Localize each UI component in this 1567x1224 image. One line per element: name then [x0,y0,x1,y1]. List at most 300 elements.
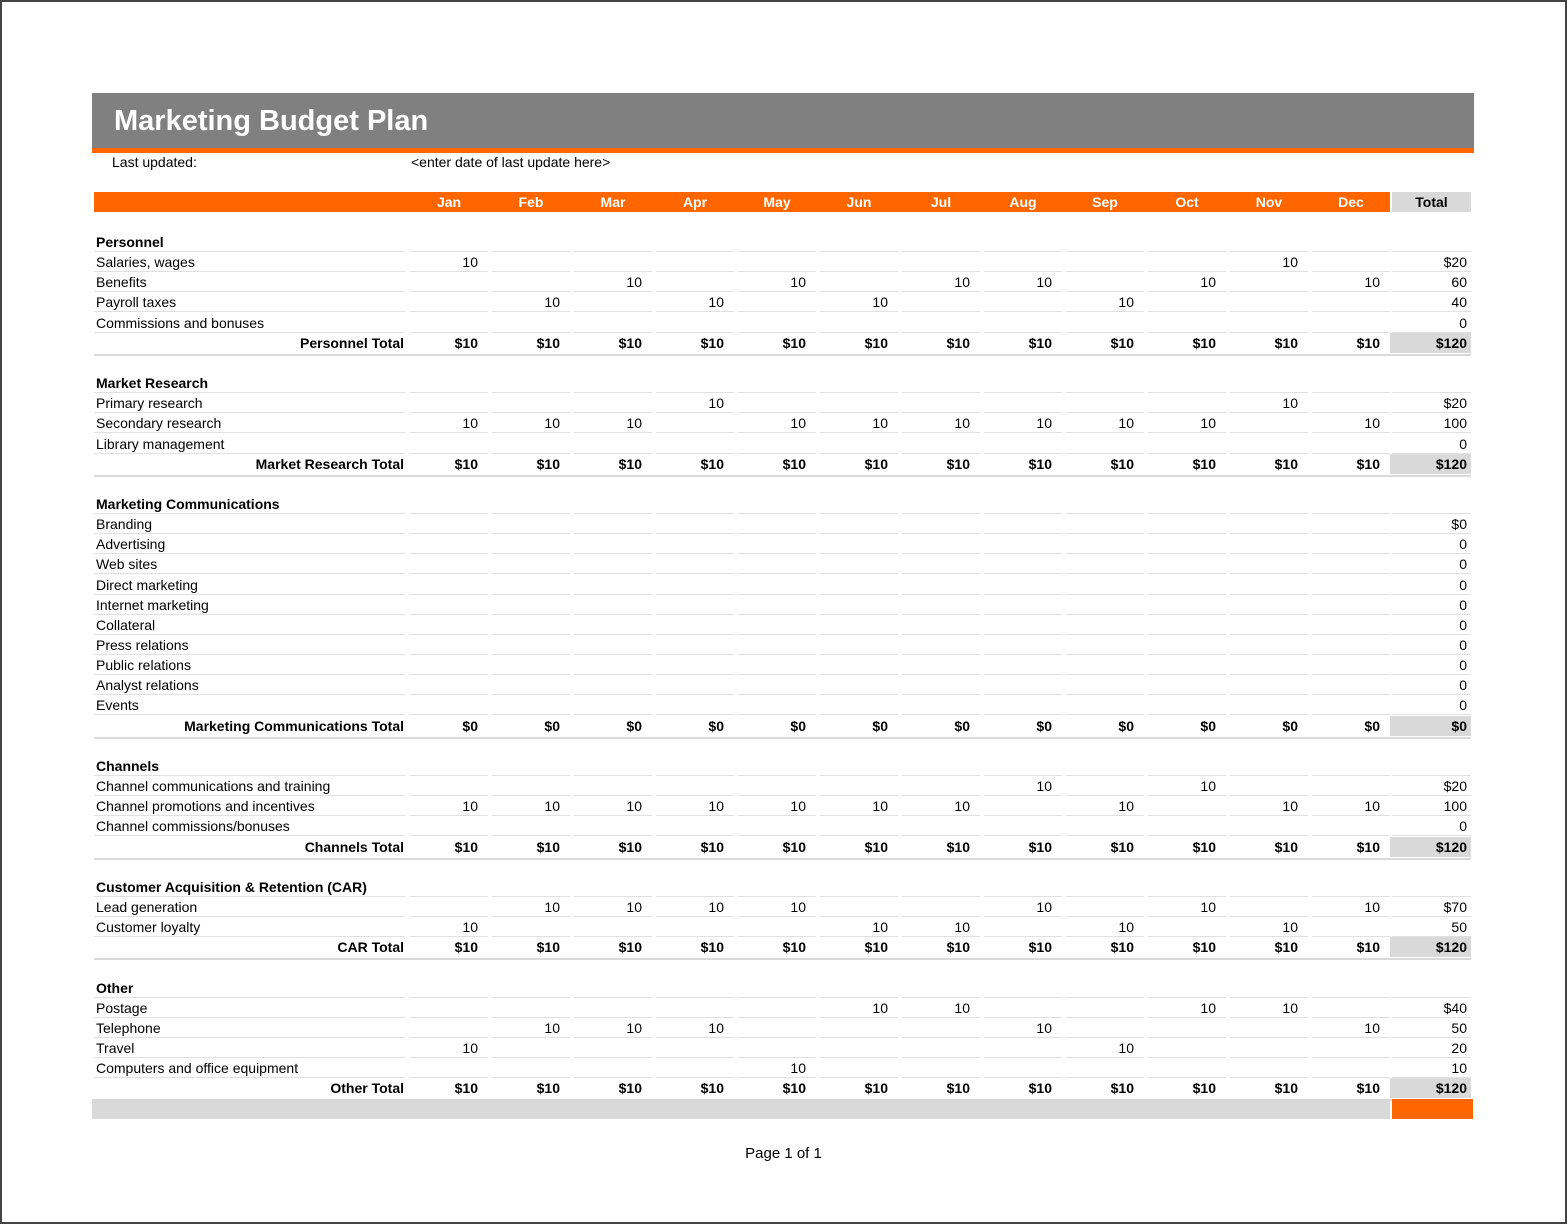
month-cell[interactable]: 10 [790,798,806,814]
month-header: Dec [1338,194,1364,210]
section-title: Personnel [96,234,164,250]
month-cell[interactable]: 10 [1118,1040,1134,1056]
month-cell: $10 [864,1080,888,1096]
month-header: Jun [846,194,872,210]
month-cell: $10 [536,335,560,351]
cell-rule [820,432,898,433]
month-cell[interactable]: 10 [708,899,724,915]
row-label: Benefits [96,274,147,290]
month-cell[interactable]: 10 [544,415,560,431]
month-cell: $0 [872,718,888,734]
cell-rule [574,311,652,312]
month-cell[interactable]: 10 [462,919,478,935]
row-total-cell: $0 [1451,516,1467,532]
cell-rule [656,432,734,433]
month-cell: $10 [782,939,806,955]
month-cell: $10 [782,335,806,351]
cell-rule [1230,573,1308,574]
cell-rule [574,714,652,715]
month-cell[interactable]: 10 [1118,415,1134,431]
cell-rule [1312,311,1390,312]
grand-total-highlight [1392,1099,1473,1119]
month-cell: $10 [700,456,724,472]
cell-rule [1312,573,1390,574]
month-cell[interactable]: 10 [1200,274,1216,290]
month-cell[interactable]: 10 [1036,899,1052,915]
month-cell: $10 [618,839,642,855]
month-cell: $10 [782,456,806,472]
cell-rule [984,432,1062,433]
section-separator [94,958,1471,960]
cell-rule [1230,432,1308,433]
cell-rule [738,432,816,433]
month-cell[interactable]: 10 [544,1020,560,1036]
month-cell: $10 [1110,335,1134,351]
month-cell[interactable]: 10 [462,798,478,814]
cell-rule [1392,573,1471,574]
row-label: Postage [96,1000,148,1016]
month-cell[interactable]: 10 [462,1040,478,1056]
row-total-cell: $20 [1443,778,1467,794]
month-cell: $0 [544,718,560,734]
month-cell[interactable]: 10 [1036,415,1052,431]
cell-rule [902,573,980,574]
row-total-cell: 100 [1443,415,1467,431]
month-cell[interactable]: 10 [872,798,888,814]
cell-rule [1148,835,1226,836]
title-bar [92,93,1474,148]
month-cell: $10 [1356,335,1380,351]
row-total-cell: 0 [1459,536,1467,552]
row-total-cell: 10 [1451,1060,1467,1076]
month-cell: $10 [700,939,724,955]
month-cell[interactable]: 10 [1200,1000,1216,1016]
month-cell: $0 [1118,718,1134,734]
table-row [94,695,1471,715]
table-row [94,393,1471,413]
month-cell: $0 [626,718,642,734]
cell-rule [656,835,734,836]
month-cell[interactable]: 10 [1282,1000,1298,1016]
month-cell: $10 [454,456,478,472]
section-separator [94,354,1471,356]
month-cell[interactable]: 10 [790,899,806,915]
month-header: Mar [600,194,626,210]
row-total-cell: $20 [1443,254,1467,270]
row-label: Telephone [96,1020,161,1036]
section-total-label: Personnel Total [300,335,404,351]
row-label: Library management [96,436,225,452]
month-cell[interactable]: 10 [1364,798,1380,814]
cell-rule [492,714,570,715]
cell-rule [1148,311,1226,312]
month-cell[interactable]: 10 [1118,798,1134,814]
month-cell: $10 [1356,939,1380,955]
cell-rule [902,714,980,715]
row-total-cell: 60 [1451,274,1467,290]
month-cell[interactable]: 10 [626,798,642,814]
cell-rule [410,835,488,836]
section-heading [94,877,1471,897]
cell-rule [1148,432,1226,433]
row-total-cell: $120 [1435,335,1467,351]
table-row [94,434,1471,454]
cell-rule [1066,835,1144,836]
month-header: Nov [1255,194,1283,210]
last-updated-value[interactable]: <enter date of last update here> [411,154,611,170]
month-header: Aug [1009,194,1037,210]
month-cell: $10 [536,939,560,955]
cell-rule [902,432,980,433]
section-heading [94,978,1471,998]
month-cell[interactable]: 10 [1282,395,1298,411]
section-total-row [94,454,1471,474]
row-label: Collateral [96,617,156,633]
month-cell: $10 [536,456,560,472]
month-cell: $10 [1110,839,1134,855]
month-cell: $10 [1110,1080,1134,1096]
month-cell: $10 [454,335,478,351]
row-total-cell: 0 [1459,597,1467,613]
month-cell[interactable]: 10 [1200,415,1216,431]
month-cell[interactable]: 10 [708,1020,724,1036]
month-cell: $10 [1028,939,1052,955]
row-label: Events [96,697,139,713]
cell-rule [1392,311,1471,312]
row-label: Press relations [96,637,189,653]
row-label: Branding [96,516,153,532]
month-cell: $10 [864,939,888,955]
row-total-cell: $120 [1435,939,1467,955]
row-total-cell: 50 [1451,1020,1467,1036]
row-label: Payroll taxes [96,294,177,310]
cell-rule [820,835,898,836]
month-cell[interactable]: 10 [1036,274,1052,290]
month-cell: $10 [700,335,724,351]
row-label: Primary research [96,395,203,411]
row-total-cell: 0 [1459,577,1467,593]
month-cell[interactable]: 10 [872,415,888,431]
month-cell: $10 [454,939,478,955]
row-label: Salaries, wages [96,254,195,270]
cell-rule [902,835,980,836]
month-cell[interactable]: 10 [790,274,806,290]
table-row [94,554,1471,574]
table-row [94,615,1471,635]
table-row [94,675,1471,695]
cell-rule [410,573,488,574]
cell-rule [738,573,816,574]
month-cell: $10 [864,839,888,855]
cell-rule [656,714,734,715]
row-total-cell: 0 [1459,556,1467,572]
table-row [94,917,1471,937]
month-cell: $10 [782,839,806,855]
title-underline [92,148,1474,153]
month-cell: $10 [1028,335,1052,351]
month-cell: $10 [1028,1080,1052,1096]
cell-rule [820,714,898,715]
section-heading [94,232,1471,252]
cell-rule [984,311,1062,312]
row-label: Commissions and bonuses [96,315,265,331]
grand-total-band [92,1099,1390,1119]
cell-rule [1066,311,1144,312]
cell-rule [738,311,816,312]
month-cell[interactable]: 10 [1282,798,1298,814]
section-title: Customer Acquisition & Retention (CAR) [96,879,367,895]
section-title: Marketing Communications [96,496,280,512]
month-cell[interactable]: 10 [954,1000,970,1016]
month-cell[interactable]: 10 [1364,415,1380,431]
table-row [94,292,1471,312]
month-cell: $10 [864,456,888,472]
table-row [94,1058,1471,1078]
cell-rule [574,573,652,574]
month-cell: $10 [1028,456,1052,472]
cell-rule [820,311,898,312]
month-cell: $10 [1110,456,1134,472]
month-cell: $10 [454,1080,478,1096]
total-column-header: Total [1415,194,1448,210]
month-cell[interactable]: 10 [872,294,888,310]
month-cell[interactable]: 10 [1282,254,1298,270]
section-separator [94,858,1471,860]
cell-rule [1312,835,1390,836]
cell-rule [492,573,570,574]
month-cell[interactable]: 10 [1364,274,1380,290]
row-total-cell: $120 [1435,456,1467,472]
table-row [94,272,1471,292]
month-cell: $0 [954,718,970,734]
last-updated-label: Last updated: [112,154,197,170]
month-cell: $0 [790,718,806,734]
cell-rule [1312,432,1390,433]
month-cell[interactable]: 10 [708,395,724,411]
section-total-label: Marketing Communications Total [184,718,404,734]
month-cell: $10 [1356,456,1380,472]
row-total-cell: 20 [1451,1040,1467,1056]
month-cell: $10 [454,839,478,855]
month-cell: $10 [618,456,642,472]
month-cell[interactable]: 10 [626,274,642,290]
month-cell: $10 [1028,839,1052,855]
month-cell: $10 [946,335,970,351]
month-cell[interactable]: 10 [954,274,970,290]
cell-rule [1392,714,1471,715]
month-cell[interactable]: 10 [626,899,642,915]
page-footer: Page 1 of 1 [745,1145,822,1162]
month-cell[interactable]: 10 [790,415,806,431]
section-total-label: Other Total [330,1080,404,1096]
month-cell: $10 [946,939,970,955]
cell-rule [1066,573,1144,574]
month-cell[interactable]: 10 [1036,778,1052,794]
cell-rule [1066,432,1144,433]
cell-rule [94,432,405,433]
month-cell: $10 [864,335,888,351]
month-cell: $10 [946,456,970,472]
section-total-row [94,837,1471,857]
cell-rule [1392,432,1471,433]
month-cell[interactable]: 10 [462,415,478,431]
month-cell: $10 [946,839,970,855]
cell-rule [410,311,488,312]
month-header: Sep [1092,194,1118,210]
cell-rule [574,432,652,433]
month-cell[interactable]: 10 [708,798,724,814]
cell-rule [656,311,734,312]
month-cell: $10 [1356,839,1380,855]
row-label: Web sites [96,556,158,572]
row-total-cell: 0 [1459,657,1467,673]
month-cell[interactable]: 10 [954,919,970,935]
month-cell[interactable]: 10 [1200,899,1216,915]
section-total-row [94,937,1471,957]
month-cell: $0 [1282,718,1298,734]
cell-rule [94,714,405,715]
cell-rule [410,714,488,715]
month-cell[interactable]: 10 [544,798,560,814]
month-cell: $10 [700,1080,724,1096]
cell-rule [1230,714,1308,715]
cell-rule [1230,311,1308,312]
month-cell[interactable]: 10 [626,1020,642,1036]
section-separator [94,737,1471,739]
month-cell: $10 [946,1080,970,1096]
month-cell[interactable]: 10 [1200,778,1216,794]
month-header: Jan [436,194,462,210]
table-row [94,635,1471,655]
table-row [94,816,1471,836]
table-row [94,595,1471,615]
row-total-cell: 40 [1451,294,1467,310]
cell-rule [984,835,1062,836]
row-label: Channel commissions/bonuses [96,818,290,834]
table-row [94,313,1471,333]
table-row [94,514,1471,534]
month-cell[interactable]: 10 [626,415,642,431]
month-cell[interactable]: 10 [1118,294,1134,310]
month-cell: $10 [1110,939,1134,955]
row-total-cell: 100 [1443,798,1467,814]
month-cell: $10 [1356,1080,1380,1096]
month-cell[interactable]: 10 [462,254,478,270]
cell-rule [738,714,816,715]
month-cell: $10 [536,839,560,855]
section-title: Other [96,980,134,996]
section-heading [94,756,1471,776]
cell-rule [94,311,405,312]
table-row [94,413,1471,433]
cell-rule [902,311,980,312]
month-cell: $10 [782,1080,806,1096]
table-row [94,897,1471,917]
cell-rule [1392,835,1471,836]
table-row [94,575,1471,595]
section-total-row [94,333,1471,353]
row-total-cell: 0 [1459,697,1467,713]
row-total-cell: 0 [1459,818,1467,834]
section-title: Channels [96,758,160,774]
month-cell[interactable]: 10 [1282,919,1298,935]
month-cell: $0 [1036,718,1052,734]
month-cell: $10 [618,939,642,955]
table-row [94,1018,1471,1038]
row-total-cell: 0 [1459,617,1467,633]
month-header: Feb [518,194,544,210]
table-row [94,252,1471,272]
month-cell: $10 [618,1080,642,1096]
month-cell[interactable]: 10 [1364,899,1380,915]
month-header: Oct [1175,194,1199,210]
month-cell[interactable]: 10 [544,899,560,915]
month-cell[interactable]: 10 [1036,1020,1052,1036]
month-cell[interactable]: 10 [872,919,888,935]
month-cell: $10 [1274,1080,1298,1096]
month-cell[interactable]: 10 [1118,919,1134,935]
month-cell[interactable]: 10 [544,294,560,310]
month-header: Apr [682,194,708,210]
cell-rule [1066,714,1144,715]
section-total-label: Market Research Total [255,456,404,472]
row-label: Internet marketing [96,597,209,613]
section-total-row [94,716,1471,736]
row-total-cell: 0 [1459,677,1467,693]
month-cell: $10 [618,335,642,351]
cell-rule [410,432,488,433]
table-row [94,655,1471,675]
row-label: Direct marketing [96,577,198,593]
table-row [94,534,1471,554]
cell-rule [492,311,570,312]
row-total-cell: 0 [1459,436,1467,452]
cell-rule [574,835,652,836]
section-title: Market Research [96,375,209,391]
row-label: Computers and office equipment [96,1060,299,1076]
page-title: Marketing Budget Plan [114,105,429,137]
row-total-cell: $40 [1443,1000,1467,1016]
row-label: Customer loyalty [96,919,201,935]
section-separator [94,475,1471,477]
cell-rule [492,835,570,836]
row-label: Channel promotions and incentives [96,798,315,814]
month-cell: $10 [1192,1080,1216,1096]
month-cell: $10 [1192,456,1216,472]
cell-rule [1148,573,1226,574]
section-heading [94,373,1471,393]
section-total-label: Channels Total [304,839,404,855]
cell-rule [738,835,816,836]
row-total-cell: $0 [1451,718,1467,734]
row-label: Lead generation [96,899,198,915]
cell-rule [984,714,1062,715]
row-total-cell: $70 [1443,899,1467,915]
month-cell[interactable]: 10 [790,1060,806,1076]
row-label: Advertising [96,536,166,552]
row-total-cell: 0 [1459,315,1467,331]
month-cell: $0 [708,718,724,734]
month-cell[interactable]: 10 [872,1000,888,1016]
month-cell: $0 [1200,718,1216,734]
month-cell[interactable]: 10 [954,798,970,814]
month-cell[interactable]: 10 [954,415,970,431]
month-cell[interactable]: 10 [708,294,724,310]
month-header: May [763,194,791,210]
table-row [94,776,1471,796]
month-cell[interactable]: 10 [1364,1020,1380,1036]
month-header: Jul [930,194,952,210]
